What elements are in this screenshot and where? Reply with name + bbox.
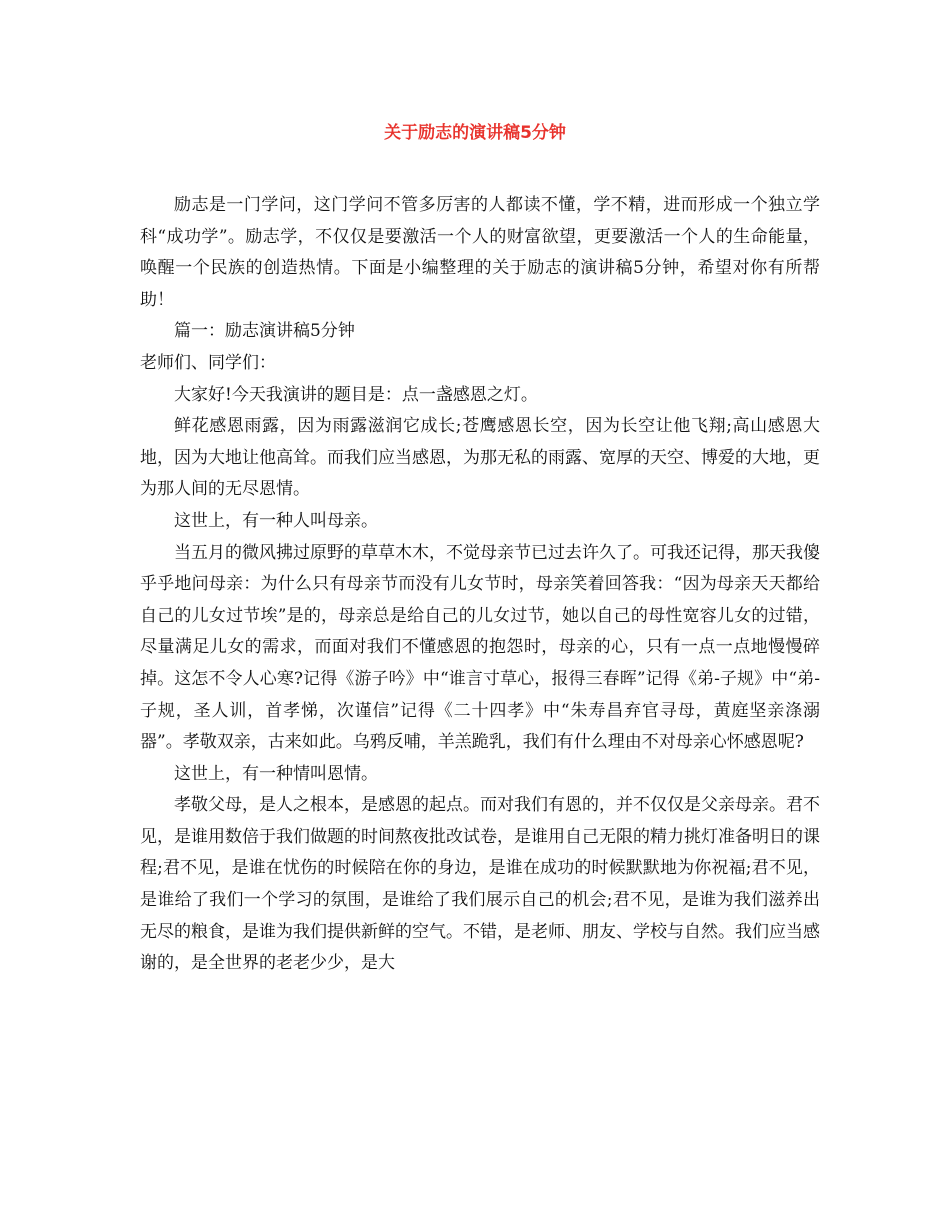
document-title: 关于励志的演讲稿5分钟	[384, 123, 566, 143]
document-body	[140, 190, 820, 980]
kindness-heading-paragraph: 这世上，有一种情叫恩情。	[174, 763, 378, 784]
intro-paragraph: 励志是一门学问，这门学问不管多厉害的人都读不懂，学不精，进而形成一个独立学科“成功学”。励志学，不仅仅是要激活一个人的财富欲望，更要激活一个人的生命能量，唤醒一个民族的创造热情。下面是小编整理的关于励志的演讲稿5分钟，希望对你有所帮助！	[140, 195, 820, 310]
kindness-paragraph: 孝敬父母，是人之根本，是感恩的起点。而对我们有恩的，并不仅仅是父亲母亲。君不见，是谁用数倍于我们做题的时间熬夜批改试卷，是谁用自己无限的精力挑灯准备明日的课程;君不见，是谁在忧伤的时候陪在你的身边，是谁在成功的时候默默地为你祝福;君不见，是谁给了我们一个学习的氛围，是谁给了我们展示自己的机会;君不见，是谁为我们滋养出无尽的粮食，是谁为我们提供新鲜的空气。不错，是老师、朋友、学校与自然。我们应当感谢的，是全世界的老老少少，是大	[140, 795, 820, 974]
section-heading: 篇一：励志演讲稿5分钟	[174, 321, 355, 342]
mother-paragraph: 当五月的微风拂过原野的草草木木，不觉母亲节已过去许久了。可我还记得，那天我傻乎乎地问母亲：为什么只有母亲节而没有儿女节时，母亲笑着回答我：“因为母亲天天都给自己的儿女过节埃”是的，母亲总是给自己的儿女过节，她以自己的母性宽容儿女的过错，尽量满足儿女的需求，而面对我们不懂感恩的抱怨时，母亲的心，只有一点一点地慢慢碎掉。这怎不令人心寒?记得《游子吟》中“谁言寸草心，报得三春晖”记得《弟-子规》中“弟-子规，圣人训，首孝悌，次谨信”记得《二十四孝》中“朱寿昌弃官寻母，黄庭坚亲涤溺器”。孝敬双亲，古来如此。乌鸦反哺，羊羔跪乳，我们有什么理由不对母亲心怀感恩呢?	[140, 542, 820, 753]
gratitude-paragraph: 鲜花感恩雨露，因为雨露滋润它成长;苍鹰感恩长空，因为长空让他飞翔;高山感恩大地，因为大地让他高耸。而我们应当感恩，为那无私的雨露、宽厚的天空、博爱的大地，更为那人间的无尽恩情。	[140, 416, 820, 500]
mother-heading-paragraph: 这世上，有一种人叫母亲。	[174, 510, 378, 531]
salutation: 老师们、同学们：	[140, 352, 276, 373]
greeting-paragraph: 大家好!今天我演讲的题目是：点一盏感恩之灯。	[174, 384, 538, 405]
